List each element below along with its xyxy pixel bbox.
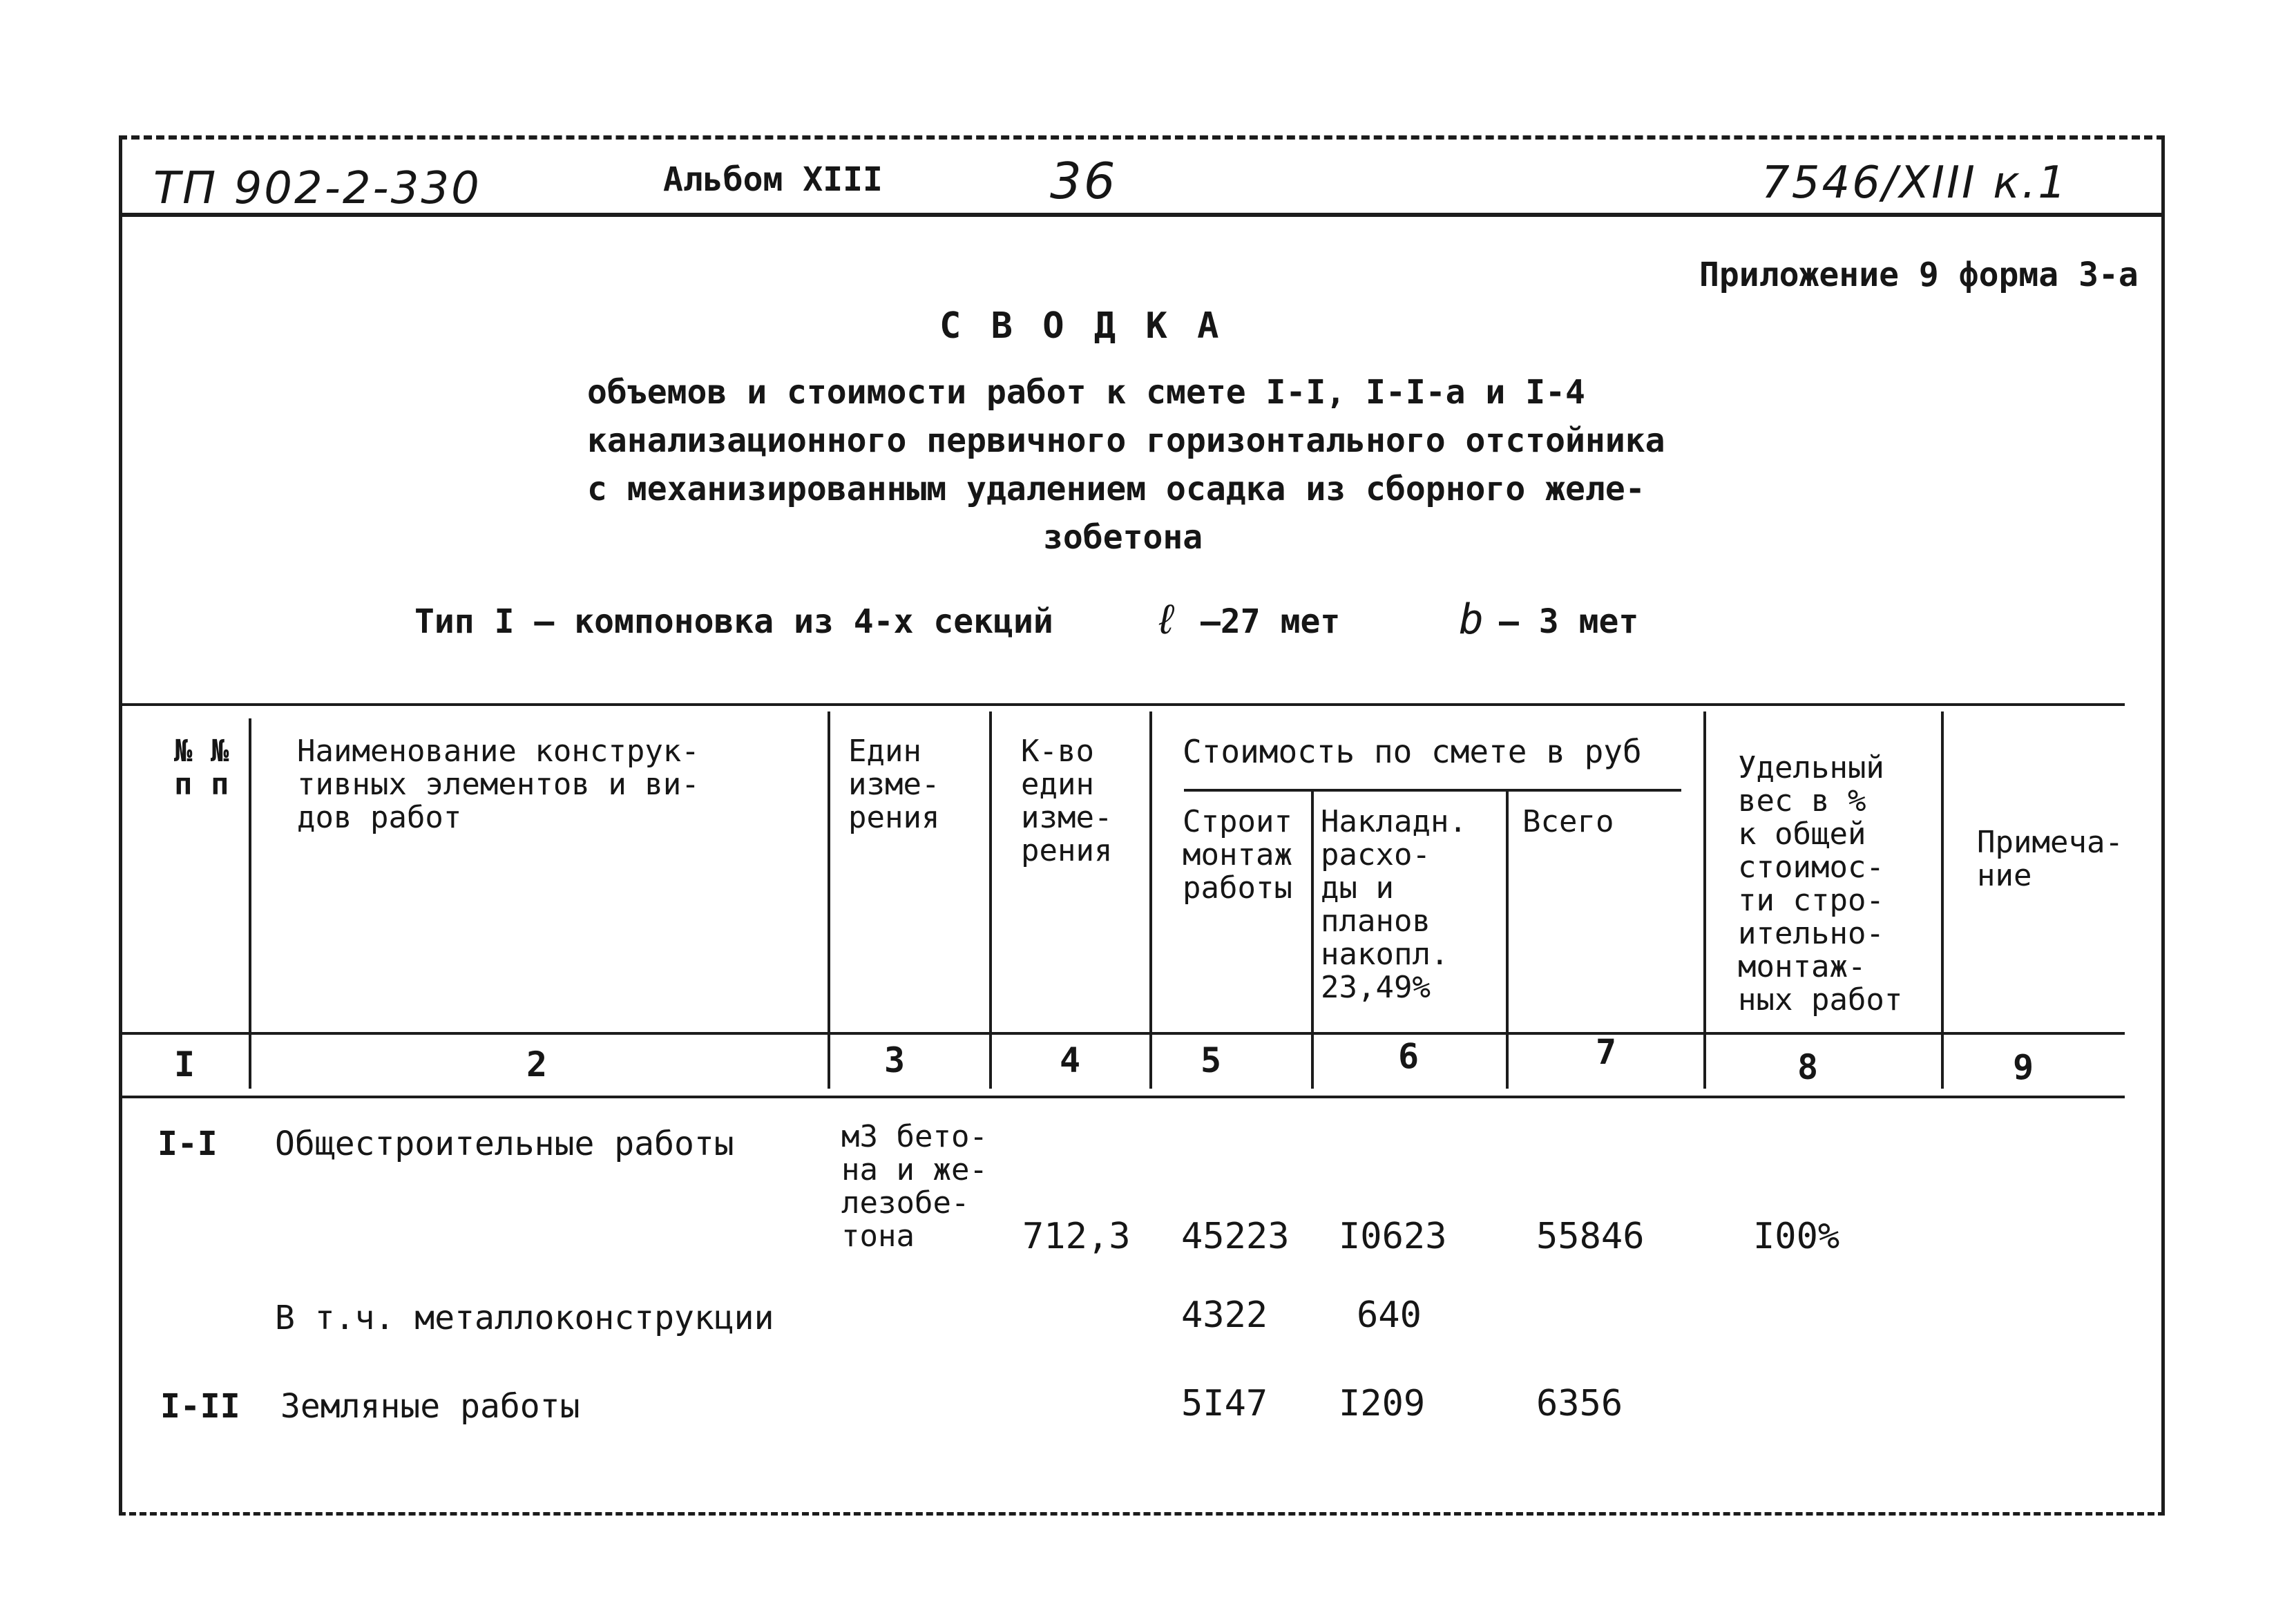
col-divider-1 bbox=[249, 718, 251, 1089]
col-divider-6 bbox=[1506, 792, 1509, 1089]
col-divider-8 bbox=[1941, 711, 1944, 1089]
column-number-8: 8 bbox=[1797, 1047, 1819, 1087]
page-number: 36 bbox=[1050, 152, 1118, 210]
row-3-name: Земляные работы bbox=[280, 1387, 580, 1426]
appendix-label: Приложение 9 форма 3-а bbox=[1699, 256, 2139, 294]
header-col-2: Наименование конструк- тивных элементов и ви- дов работ bbox=[297, 734, 700, 835]
col-divider-3 bbox=[989, 711, 992, 1089]
column-number-2: 2 bbox=[526, 1044, 548, 1085]
type-description: Тип I – компоновка из 4-х секций bbox=[414, 602, 1053, 641]
column-number-7: 7 bbox=[1596, 1032, 1617, 1072]
row-2-name: В т.ч. металлоконструкции bbox=[275, 1299, 774, 1337]
row-3-overhead: I209 bbox=[1339, 1383, 1426, 1424]
row-3-number: I-II bbox=[160, 1387, 240, 1426]
length-symbol: ℓ bbox=[1154, 595, 1179, 644]
subtitle-line-1: объемов и стоимости работ к смете I-I, I-I-а и I-4 bbox=[587, 373, 1585, 412]
length-value: –27 мет bbox=[1201, 602, 1341, 641]
row-1-name: Общестроительные работы bbox=[275, 1125, 734, 1163]
col-divider-4 bbox=[1149, 711, 1152, 1089]
col-divider-2 bbox=[828, 711, 830, 1089]
row-1-share: I00% bbox=[1753, 1216, 1840, 1257]
header-col-8: Удельный вес в % к общей стоимос- ти стро- ительно- монтаж- ных работ bbox=[1738, 750, 1903, 1018]
subtitle-line-2: канализационного первичного горизонтального отстойника bbox=[587, 421, 1665, 460]
subtitle-line-4: зобетона bbox=[1043, 518, 1203, 557]
column-number-3: 3 bbox=[884, 1040, 906, 1080]
column-number-6: 6 bbox=[1398, 1036, 1419, 1076]
header-col-5: Строит монтаж работы bbox=[1183, 804, 1292, 906]
header-col-6: Накладн. расхо- ды и планов накопл. 23,49% bbox=[1321, 804, 1467, 1005]
column-number-1: I bbox=[174, 1044, 195, 1085]
width-symbol: b bbox=[1459, 595, 1484, 644]
column-numbers-border bbox=[122, 1096, 2125, 1098]
col-divider-5 bbox=[1311, 792, 1314, 1089]
header-col-4: К-во един изме- рения bbox=[1021, 734, 1113, 868]
row-1-quantity: 712,3 bbox=[1022, 1216, 1131, 1257]
row-1-construction-cost: 45223 bbox=[1181, 1216, 1290, 1257]
row-3-total: 6356 bbox=[1536, 1383, 1623, 1424]
header-cost-group: Стоимость по смете в руб bbox=[1183, 733, 1642, 770]
header-bottom-border bbox=[122, 1032, 2125, 1035]
column-number-5: 5 bbox=[1201, 1040, 1222, 1080]
row-3-construction-cost: 5I47 bbox=[1181, 1383, 1268, 1424]
row-1-unit: м3 бето- на и же- лезобе- тона bbox=[841, 1119, 988, 1254]
header-col-9: Примеча- ние bbox=[1977, 825, 2123, 893]
row-1-total: 55846 bbox=[1536, 1216, 1645, 1257]
width-value: – 3 мет bbox=[1499, 602, 1639, 641]
header-col-3: Един изме- рения bbox=[848, 734, 940, 835]
header-col-7: Всего bbox=[1522, 804, 1614, 839]
row-2-overhead: 640 bbox=[1357, 1295, 1422, 1336]
row-1-overhead: I0623 bbox=[1339, 1216, 1447, 1257]
archive-number: 7546/XIII к.1 bbox=[1761, 157, 2068, 209]
column-number-9: 9 bbox=[2013, 1047, 2034, 1087]
column-number-4: 4 bbox=[1060, 1040, 1081, 1080]
row-1-number: I-I bbox=[157, 1125, 218, 1163]
header-col-1: № № п п bbox=[174, 734, 229, 802]
col-divider-7 bbox=[1703, 711, 1706, 1089]
row-2-construction-cost: 4322 bbox=[1181, 1295, 1268, 1336]
cost-group-underline bbox=[1184, 789, 1681, 792]
project-code: ТП 902-2-330 bbox=[153, 163, 481, 214]
album-label: Альбом XIII bbox=[663, 160, 883, 199]
table-top-border bbox=[122, 703, 2125, 706]
subtitle-line-3: с механизированным удалением осадка из сборного желе- bbox=[587, 470, 1645, 508]
document-title: С В О Д К А bbox=[939, 305, 1223, 347]
